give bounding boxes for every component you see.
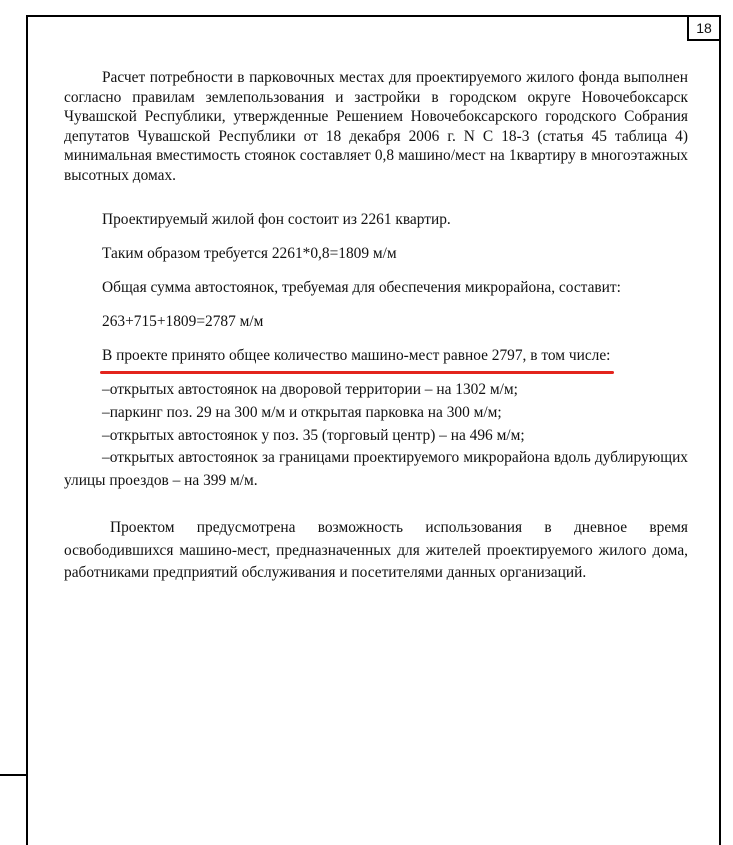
- list-item: –открытых автостоянок на дворовой территории – на 1302 м/м;: [102, 381, 518, 398]
- items-list: [64, 378, 688, 492]
- apartments-line: Проектируемый жилой фон состоит из 2261 квартир.: [102, 211, 451, 228]
- document-body: [64, 68, 688, 585]
- list-item: –открытых автостоянок за границами проектируемого микрорайона вдоль дублирующих улицы проездов – на 399 м/м.: [64, 449, 688, 489]
- total-formula-line: 263+715+1809=2787 м/м: [102, 313, 264, 330]
- total-label-line: Общая сумма автостоянок, требуемая для обеспечения микрорайона, составит:: [102, 279, 621, 296]
- red-underline: [100, 371, 614, 374]
- highlighted-text: [102, 346, 610, 366]
- list-item: –паркинг поз. 29 на 300 м/м и открытая парковка на 300 м/м;: [102, 404, 502, 421]
- accepted-line: [64, 346, 688, 366]
- intro-paragraph: Расчет потребности в парковочных местах для проектируемого жилого фонда выполнен согласно правилам землепользования и застройки в городском округе Новочебоксарск Чувашской Республики, утвержденные Решением Новочебоксарского городского Собрания депутатов Чувашской Республики от 18 декабря 2006 г. N С 18-3 (статья 45 таблица 4) минимальная вместимость стоянок составляет 0,8 машино/мест на 1квартиру в многоэтажных высотных домах.: [64, 69, 688, 184]
- closing-paragraph: Проектом предусмотрена возможность использования в дневное время освободившихся машино-мест, предназначенных для жителей проектируемого жилого дома, работниками предприятий обслуживания и посетителями данных организаций.: [64, 519, 688, 581]
- required-line: Таким образом требуется 2261*0,8=1809 м/м: [102, 245, 397, 262]
- accepted-text: В проекте принято общее количество машино-мест равное 2797, в том числе:: [102, 347, 611, 364]
- stamp-corner: [0, 774, 28, 834]
- page-number: 18: [687, 15, 721, 41]
- list-item: –открытых автостоянок у поз. 35 (торговый центр) – на 496 м/м;: [102, 427, 525, 444]
